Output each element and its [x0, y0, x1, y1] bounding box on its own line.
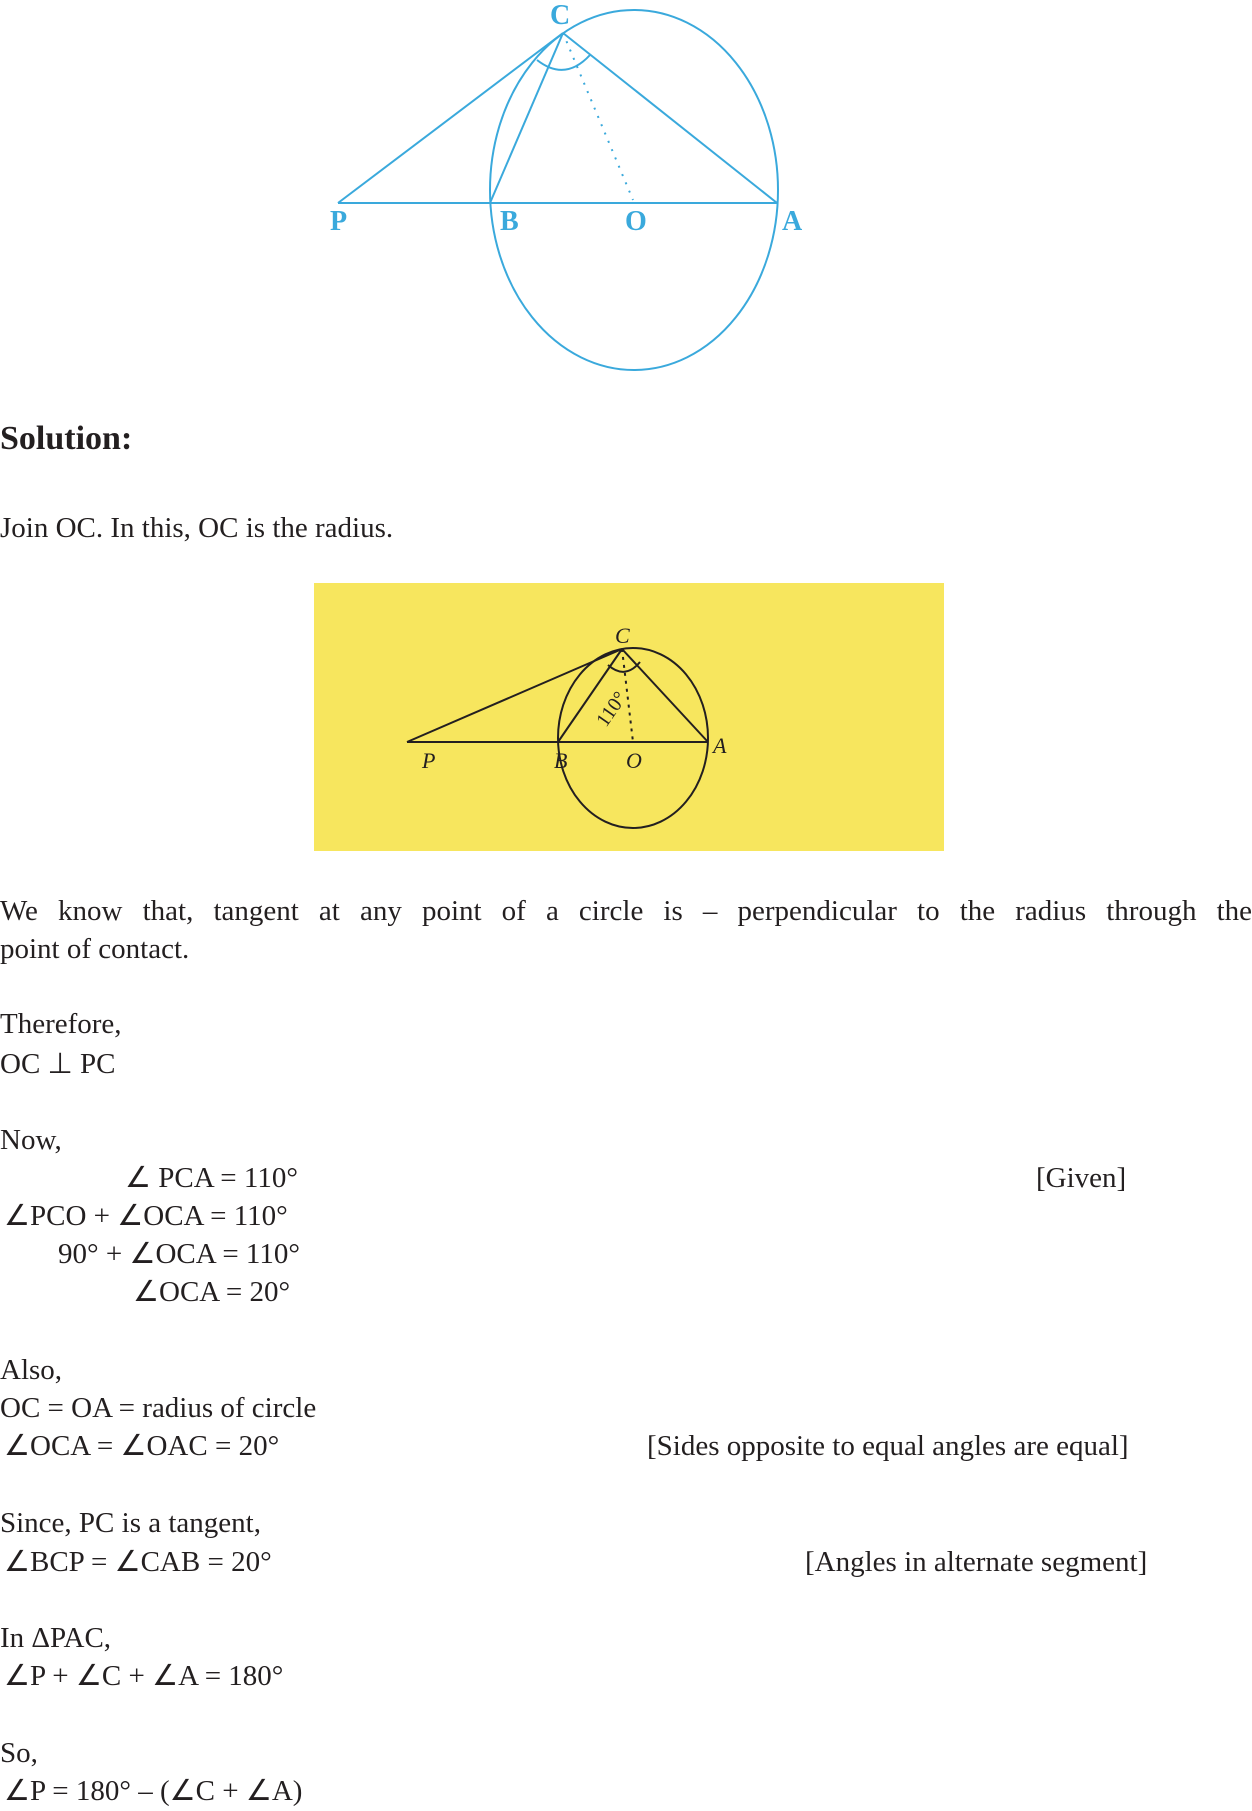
- label-p: P: [422, 748, 436, 773]
- eq-bcp: ∠BCP = ∠CAB = 20°: [4, 1546, 272, 1578]
- eq-pca: ∠ PCA = 110°: [125, 1162, 298, 1194]
- label-c: C: [550, 0, 571, 31]
- text-since: Since, PC is a tangent,: [0, 1507, 261, 1539]
- label-a: A: [782, 206, 803, 237]
- text-perp: OC ⊥ PC: [0, 1048, 116, 1080]
- eq-oc-oa: OC = OA = radius of circle: [0, 1392, 317, 1424]
- text-in-pac: In ΔPAC,: [0, 1622, 112, 1654]
- label-p: P: [330, 206, 348, 237]
- reason-given: [Given]: [1036, 1162, 1127, 1194]
- reason-sides: [Sides opposite to equal angles are equal]: [647, 1430, 1129, 1462]
- label-a: A: [713, 733, 727, 758]
- text-therefore: Therefore,: [0, 1008, 122, 1040]
- eq-p-final: ∠P = 180° – (∠C + ∠A): [4, 1775, 303, 1807]
- eq-oca: ∠OCA = 20°: [133, 1276, 291, 1308]
- figure-yellow-diagram: [314, 583, 944, 851]
- text-know-1: We know that, tangent at any point of a circle is – perpendicular to the radius through the: [0, 895, 1252, 927]
- text-now: Now,: [0, 1124, 62, 1156]
- solution-heading: Solution:: [0, 420, 133, 457]
- eq-oca-oac: ∠OCA = ∠OAC = 20°: [4, 1430, 280, 1462]
- angle-arc: [537, 55, 590, 70]
- text-also: Also,: [0, 1354, 63, 1386]
- circle: [490, 10, 778, 370]
- eq-ninety: 90° + ∠OCA = 110°: [58, 1238, 300, 1270]
- label-b: B: [554, 748, 568, 773]
- line-ca: [563, 33, 777, 203]
- eq-pco: ∠PCO + ∠OCA = 110°: [4, 1200, 288, 1232]
- line-oc: [563, 33, 633, 200]
- line-pc: [338, 33, 563, 203]
- eq-sum: ∠P + ∠C + ∠A = 180°: [4, 1660, 284, 1692]
- label-c: C: [615, 623, 630, 648]
- label-b: B: [500, 206, 519, 237]
- angle-label: 110°: [592, 687, 632, 731]
- text-know-2: point of contact.: [0, 933, 190, 965]
- label-o: O: [626, 748, 642, 773]
- figure-blue-circle-tangent: [0, 0, 1252, 380]
- reason-alt: [Angles in alternate segment]: [805, 1546, 1148, 1578]
- line-bc: [490, 33, 563, 203]
- label-o: O: [625, 206, 647, 237]
- text-join: Join OC. In this, OC is the radius.: [0, 512, 394, 544]
- text-so: So,: [0, 1737, 38, 1769]
